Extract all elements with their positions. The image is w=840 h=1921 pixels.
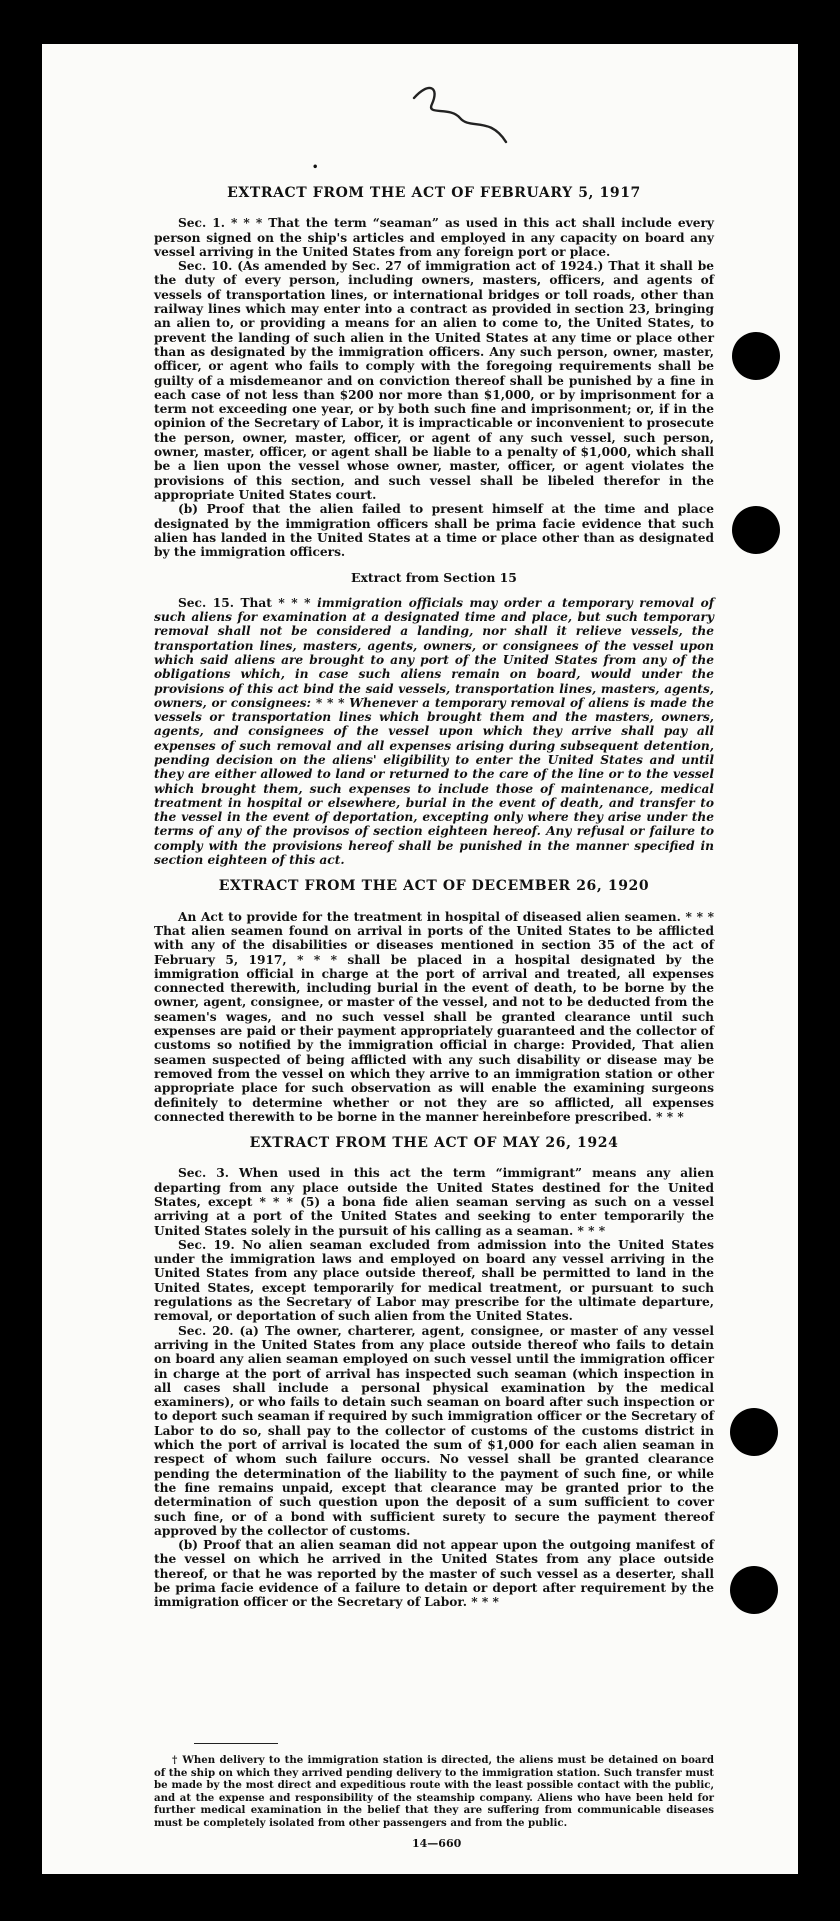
paragraph-sec-20: Sec. 20. (a) The owner, charterer, agent, consignee, or master of any vessel arriving in the United States from any place outside thereof who fails to detain on board any alien seaman employed on such vessel until the immigration officer in charge at the port of arrival has inspected such seaman (which inspection in all cases shall include a personal physical examination by the medical examiners), or who fails to detain such seaman on board after such inspection or to deport such seaman if required by such immigration officer or the Secretary of Labor to do so, shall pay to the collector of customs of the customs district in which the port of arrival is located the sum of $1,000 for each alien seaman in respect of whom such failure occurs. No vessel shall be granted clearance pending the determination of the liability to the payment of such fine, or while the fine remains unpaid, except that clearance may be granted prior to the determination of such question upon the deposit of a sum sufficient to cover such fine, or of a bond with sufficient surety to secure the payment thereof approved by the collector of customs.	[154, 1323, 714, 1538]
sec-15-lead: Sec. 15. That * * *	[178, 595, 318, 610]
document-body	[154, 186, 714, 1610]
heading-act-1924: EXTRACT FROM THE ACT OF MAY 26, 1924	[249, 1135, 619, 1152]
paragraph-sec-3: Sec. 3. When used in this act the term “immigrant” means any alien departing from any place outside the United States destined for the United States, except * * * (5) a bona fide alien seaman serving as such on a vessel arriving at a port of the United States and seeking to enter temporarily the United States solely in the pursuit of his calling as a seaman. * * *	[154, 1166, 714, 1238]
paragraph-sec-1: Sec. 1. * * * That the term “seaman” as used in this act shall include every person signed on the ship's articles and employed in any capacity on board any vessel arriving in the United States from any foreign port or place.	[154, 216, 714, 259]
heading-act-1917: EXTRACT FROM THE ACT OF FEBRUARY 5, 1917	[227, 185, 641, 201]
sec-15-text: immigration officials may order a temporary removal of such aliens for examination at a designated time and place, but such temporary removal shall not be considered a landing, nor shall it relieve vessels, the transportation lines, masters, agents, owners, or consignees of the vessel upon which said aliens are brought to any port of the United States from any of the obligations which, in case such aliens remain on board, would under the provisions of this act bind the said vessels, transportation lines, masters, agents, owners, or consignees: * * * Whenever a temporary removal of aliens is made the vessels or transportation lines which brought them and the masters, owners, agents, and consignees of the vessel upon which they arrive shall pay all expenses of such removal and all expenses arising during subsequent detention, pending decision on the aliens' eligibility to enter the United States and until they are either allowed to land or returned to the care of the line or to the vessel which brought them, such expenses to include those of maintenance, medical treatment in hospital or elsewhere, burial in the event of death, and transfer to the vessel in the event of deportation, excepting only where they arise under the terms of any of the provisos of section eighteen hereof. Any refusal or failure to comply with the provisions hereof shall be punished in the manner specified in section eighteen of this act.	[154, 595, 714, 868]
punch-hole-4	[730, 1566, 778, 1614]
paragraph-sec-19: Sec. 19. No alien seaman excluded from admission into the United States under the immigration laws and employed on board any vessel arriving in the United States from any place outside thereof, shall be permitted to land in the United States, except temporarily for medical treatment, or pursuant to such regulations as the Secretary of Labor may prescribe for the ultimate departure, removal, or deportation of such alien from the United States.	[154, 1237, 714, 1324]
paragraph-act-1920: An Act to provide for the treatment in hospital of diseased alien seamen. * * * That alien seamen found on arrival in ports of the United States to be afflicted with any of the disabilities or diseases mentioned in section 35 of the act of February 5, 1917, * * * shall be placed in a hospital designated by the immigration official in charge at the port of arrival and treated, all expenses connected therewith, including burial in the event of death, to be borne by the owner, agent, consignee, or master of the vessel, and not to be deducted from the seamen's wages, and no such vessel shall be granted clearance until such expenses are paid or their payment appropriately guaranteed and the collector of customs so notified by the immigration official in charge: Provided, That alien seamen suspected of being afflicted with any such disability or disease may be removed from the vessel on which they arrive to an immigration station or other appropriate place for such observation as will enable the examining surgeons definitely to determine whether or not they are so afflicted, all expenses connected therewith to be borne in the manner hereinbefore prescribed. * * *	[154, 909, 714, 1124]
paragraph-sec-20b: (b) Proof that an alien seaman did not appear upon the outgoing manifest of the vessel on which he arrived in the United States from any place outside thereof, or that he was reported by the master of such vessel as a deserter, shall be prima facie evidence of a failure to detain or deport after requirement by the immigration officer or the Secretary of Labor. * * *	[154, 1538, 714, 1610]
footnote-rule	[194, 1743, 278, 1744]
heading-act-1920: EXTRACT FROM THE ACT OF DECEMBER 26, 1920	[218, 878, 650, 895]
page-number: 14—660	[412, 1837, 462, 1850]
footnote: † When delivery to the immigration station is directed, the aliens must be detained on board of the ship on which they arrived pending delivery to the immigration station. Such transfer must be made by the most direct and expeditious route with the least possible contact with the public, and at the expense and responsibility of the steamship company. Aliens who have been held for further medical examination in the belief that they are suffering from communicable diseases must be completely isolated from other passengers and from the public.	[154, 1754, 714, 1829]
paragraph-sec-15	[154, 596, 714, 868]
handwritten-mark	[410, 76, 510, 146]
subheading-section-15: Extract from Section 15	[351, 570, 517, 586]
document-page	[42, 44, 798, 1874]
punch-hole-2	[732, 506, 780, 554]
punch-hole-3	[730, 1408, 778, 1456]
tick-mark: •	[312, 162, 319, 173]
punch-hole-1	[732, 332, 780, 380]
paragraph-sec-10b: (b) Proof that the alien failed to present himself at the time and place designated by the immigration officers shall be prima facie evidence that such alien has landed in the United States at a time or place other than as designated by the immigration officers.	[154, 502, 714, 560]
paragraph-sec-10: Sec. 10. (As amended by Sec. 27 of immigration act of 1924.) That it shall be the duty of every person, including owners, masters, officers, and agents of vessels of transportation lines, or international bridges or toll roads, other than railway lines which may enter into a contract as provided in section 23, bringing an alien to, or providing a means for an alien to come to, the United States, to prevent the landing of such alien in the United States at any time or place other than as designated by the immigration officers. Any such person, owner, master, officer, or agent who fails to comply with the foregoing requirements shall be guilty of a misdemeanor and on conviction thereof shall be punished by a fine in each case of not less than $200 nor more than $1,000, or by imprisonment for a term not exceeding one year, or by both such fine and imprisonment; or, if in the opinion of the Secretary of Labor, it is impracticable or inconvenient to prosecute the person, owner, master, officer, or agent of any such vessel, such person, owner, master, officer, or agent shall be liable to a penalty of $1,000, which shall be a lien upon the vessel whose owner, master, officer, or agent violates the provisions of this section, and such vessel shall be libeled therefor in the appropriate United States court.	[154, 259, 714, 502]
